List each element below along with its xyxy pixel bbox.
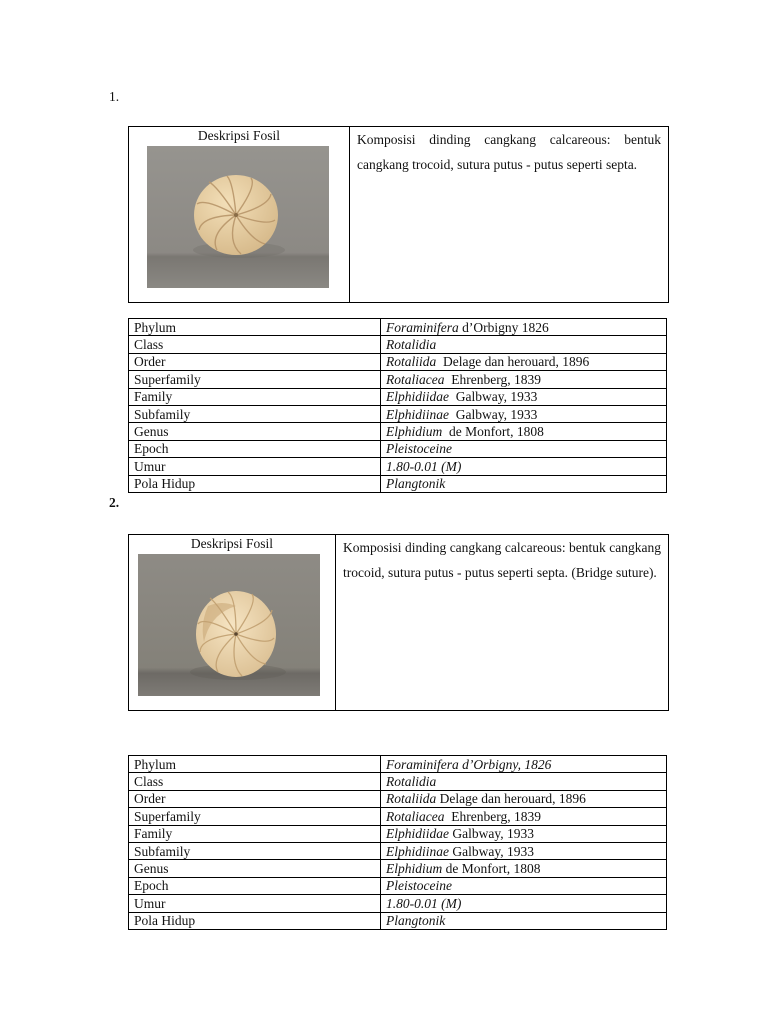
taxon-author: Delage dan herouard, 1896 (436, 791, 586, 807)
taxon-name: Elphidium (386, 861, 443, 877)
taxon-name: Rotaliacea (386, 808, 445, 824)
taxon-author: Galbway, 1933 (449, 406, 538, 422)
description-cell (350, 127, 669, 303)
taxonomy-label: Umur (129, 895, 381, 912)
taxonomy-row (129, 388, 667, 405)
taxonomy-label: Pola Hidup (129, 912, 381, 929)
description-title: Deskripsi Fosil (190, 536, 274, 551)
taxonomy-label: Pola Hidup (129, 475, 381, 492)
taxonomy-label: Class (129, 773, 381, 790)
taxon-author: Galbway, 1933 (449, 843, 534, 859)
description-text: Komposisi dinding cangkang calcareous: bentuk cangkang trocoid, sutura putus - putus seperti septa. (Bridge suture). (343, 540, 661, 580)
description-table (128, 534, 669, 711)
taxonomy-value (381, 458, 667, 475)
taxonomy-row (129, 319, 667, 336)
taxon-name: Pleistoceine (386, 441, 452, 457)
taxon-name: Plangtonik (386, 476, 446, 492)
taxonomy-value (381, 912, 667, 929)
taxon-author: Galbway, 1933 (449, 826, 534, 842)
taxonomy-value (381, 773, 667, 790)
taxonomy-label: Phylum (129, 756, 381, 773)
taxonomy-label: Superfamily (129, 371, 381, 388)
taxonomy-row (129, 877, 667, 894)
photo-cell (129, 535, 336, 711)
taxonomy-label: Genus (129, 423, 381, 440)
taxonomy-row (129, 773, 667, 790)
taxonomy-row (129, 336, 667, 353)
taxonomy-row (129, 405, 667, 422)
taxonomy-value (381, 423, 667, 440)
taxonomy-value (381, 319, 667, 336)
taxonomy-value (381, 475, 667, 492)
taxonomy-label: Epoch (129, 440, 381, 457)
taxonomy-value (381, 388, 667, 405)
taxonomy-value (381, 860, 667, 877)
taxonomy-table (128, 318, 667, 493)
taxonomy-value (381, 808, 667, 825)
taxon-name: Elphidiinae (386, 843, 449, 859)
taxonomy-value (381, 825, 667, 842)
taxonomy-value (381, 440, 667, 457)
taxon-name: Plangtonik (386, 913, 446, 929)
taxonomy-row (129, 475, 667, 492)
foraminifera-shell-icon (138, 554, 320, 696)
taxon-name: 1.80-0.01 (M) (386, 458, 462, 474)
taxonomy-row (129, 371, 667, 388)
taxonomy-label: Genus (129, 860, 381, 877)
taxon-author: de Monfort, 1808 (442, 861, 541, 877)
description-text: Komposisi dinding cangkang calcareous: bentuk cangkang trocoid, sutura putus - putus seperti septa. (357, 132, 661, 172)
taxon-author: de Monfort, 1808 (442, 424, 544, 440)
taxon-author: Ehrenberg, 1839 (444, 808, 541, 824)
taxon-author: Ehrenberg, 1839 (444, 371, 541, 387)
taxon-name: Rotalidia (386, 774, 437, 790)
taxonomy-value (381, 371, 667, 388)
taxon-author: d’Orbigny 1826 (458, 319, 549, 335)
taxon-author: Galbway, 1933 (449, 389, 538, 405)
taxonomy-row (129, 440, 667, 457)
taxonomy-label: Phylum (129, 319, 381, 336)
taxon-name: Elphidium (386, 424, 443, 440)
taxon-author: Delage dan herouard, 1896 (436, 354, 590, 370)
taxon-name: Pleistoceine (386, 878, 452, 894)
description-cell (336, 535, 669, 711)
fossil-photo (147, 146, 329, 288)
taxonomy-label: Subfamily (129, 842, 381, 859)
taxonomy-row (129, 423, 667, 440)
taxonomy-value (381, 877, 667, 894)
taxonomy-value (381, 842, 667, 859)
taxonomy-label: Superfamily (129, 808, 381, 825)
description-title: Deskripsi Fosil (197, 128, 281, 143)
taxon-name: Elphidiidae (386, 389, 449, 405)
taxonomy-row (129, 353, 667, 370)
taxonomy-label: Epoch (129, 877, 381, 894)
taxonomy-label: Subfamily (129, 405, 381, 422)
entry-number: 1. (109, 89, 120, 104)
taxonomy-label: Order (129, 790, 381, 807)
taxonomy-label: Family (129, 388, 381, 405)
taxon-name: 1.80-0.01 (M) (386, 895, 462, 911)
taxon-name: Foraminifera (386, 319, 459, 335)
taxonomy-value (381, 353, 667, 370)
taxonomy-value (381, 756, 667, 773)
taxonomy-row (129, 790, 667, 807)
taxonomy-label: Order (129, 353, 381, 370)
taxonomy-value (381, 336, 667, 353)
taxonomy-row (129, 895, 667, 912)
description-table (128, 126, 669, 303)
foraminifera-shell-icon (147, 146, 329, 288)
taxonomy-label: Class (129, 336, 381, 353)
taxon-name: Foraminifera d’Orbigny, 1826 (386, 756, 552, 772)
taxonomy-label: Umur (129, 458, 381, 475)
taxonomy-table (128, 755, 667, 930)
taxonomy-row (129, 825, 667, 842)
taxonomy-row (129, 860, 667, 877)
taxonomy-label: Family (129, 825, 381, 842)
taxonomy-row (129, 842, 667, 859)
taxonomy-value (381, 895, 667, 912)
entry-number: 2. (109, 495, 120, 510)
taxon-name: Elphidiidae (386, 826, 449, 842)
photo-cell (129, 127, 350, 303)
taxonomy-value (381, 405, 667, 422)
taxon-name: Elphidiinae (386, 406, 449, 422)
taxonomy-row (129, 458, 667, 475)
taxonomy-row (129, 912, 667, 929)
taxonomy-value (381, 790, 667, 807)
taxon-name: Rotaliida (386, 791, 437, 807)
taxonomy-row (129, 756, 667, 773)
taxon-name: Rotalidia (386, 337, 437, 353)
taxonomy-row (129, 808, 667, 825)
fossil-photo (138, 554, 320, 696)
taxon-name: Rotaliida (386, 354, 437, 370)
taxon-name: Rotaliacea (386, 371, 445, 387)
